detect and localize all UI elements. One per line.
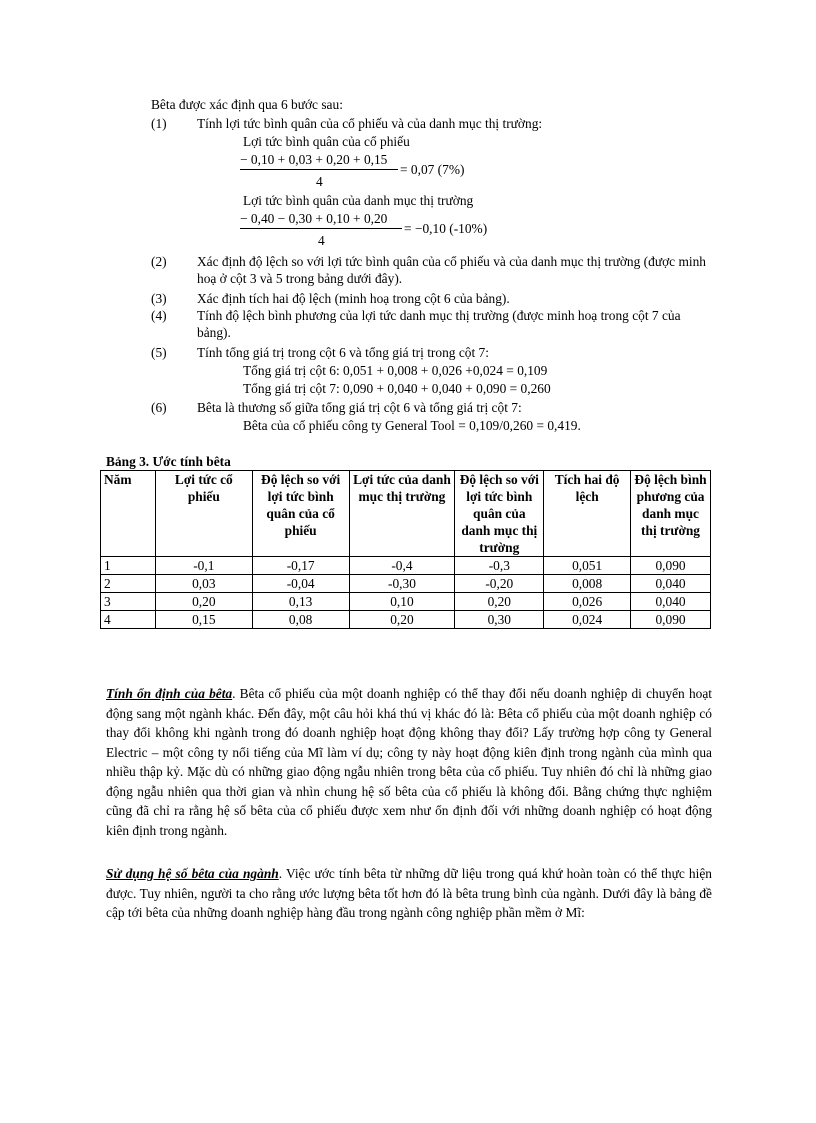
header-year: Năm [101, 471, 156, 557]
table-cell: -0,1 [155, 557, 252, 575]
table-cell: 0,15 [155, 611, 252, 629]
table-cell: 4 [101, 611, 156, 629]
table-cell: -0,3 [455, 557, 544, 575]
table-cell: 1 [101, 557, 156, 575]
table-cell: -0,04 [252, 575, 349, 593]
table-cell: 0,040 [631, 593, 711, 611]
step-number: (1) [151, 116, 167, 131]
formula-denominator: 4 [318, 233, 325, 248]
header-deviation-product: Tích hai độ lệch [544, 471, 631, 557]
beta-result: Bêta của cổ phiếu công ty General Tool = 0,109/0,260 = 0,419. [243, 418, 581, 433]
table-cell: 0,10 [349, 593, 455, 611]
beta-estimation-table [100, 470, 711, 629]
header-market-return: Lợi tức của danh mục thị trường [349, 471, 455, 557]
table-cell: 0,08 [252, 611, 349, 629]
table-cell: 0,090 [631, 611, 711, 629]
table-cell: 0,051 [544, 557, 631, 575]
step-number: (2) [151, 254, 167, 269]
step-text: Tính tổng giá trị trong cột 6 và tổng giá trị trong cột 7: [197, 345, 489, 360]
step-number: (6) [151, 400, 167, 415]
step-text: Bêta là thương số giữa tổng giá trị cột 6 và tổng giá trị cột 7: [197, 400, 522, 415]
header-stock-return: Lợi tức cổ phiếu [155, 471, 252, 557]
step-number: (4) [151, 308, 167, 323]
table-row [101, 557, 711, 575]
table-row [101, 611, 711, 629]
table-row [101, 593, 711, 611]
industry-beta-heading: Sử dụng hệ số bêta của ngành [106, 866, 279, 881]
formula-result: = 0,07 (7%) [400, 162, 465, 177]
table-cell: 2 [101, 575, 156, 593]
formula-numerator: − 0,40 − 0,30 + 0,10 + 0,20 [240, 211, 388, 226]
table-cell: -0,30 [349, 575, 455, 593]
step-text: Tính độ lệch bình phương của lợi tức danh mục thị trường (được minh hoạ trong cột 7 của bảng). [197, 308, 681, 340]
intro-text: Bêta được xác định qua 6 bước sau: [151, 97, 343, 112]
table-cell: 0,090 [631, 557, 711, 575]
table-cell: -0,20 [455, 575, 544, 593]
table-cell: 3 [101, 593, 156, 611]
market-average-label: Lợi tức bình quân của danh mục thị trường [243, 193, 474, 208]
table-cell: -0,17 [252, 557, 349, 575]
stock-average-formula [240, 151, 465, 189]
table-cell: 0,040 [631, 575, 711, 593]
formula-result: = −0,10 (-10%) [404, 221, 488, 236]
table-header-row [101, 471, 711, 557]
sum-column-7: Tổng giá trị cột 7: 0,090 + 0,040 + 0,040 + 0,090 = 0,260 [243, 381, 551, 396]
stability-heading: Tính ổn định của bêta [106, 686, 233, 701]
header-stock-deviation: Độ lệch so với lợi tức bình quân của cổ phiếu [252, 471, 349, 557]
table-cell: 0,30 [455, 611, 544, 629]
table-title: Bảng 3. Ước tính bêta [106, 454, 231, 469]
step-text: Xác định tích hai độ lệch (minh hoạ trong cột 6 của bảng). [197, 291, 510, 306]
table-row [101, 575, 711, 593]
table-cell: 0,008 [544, 575, 631, 593]
step-text: Xác định độ lệch so với lợi tức bình quân của cổ phiếu và của danh mục thị trường (được minh hoạ ở cột 3 và 5 trong bảng dưới đây). [197, 254, 706, 286]
table-cell: 0,03 [155, 575, 252, 593]
table-cell: 0,026 [544, 593, 631, 611]
formula-denominator: 4 [316, 174, 323, 189]
header-market-deviation: Độ lệch so với lợi tức bình quân của danh mục thị trường [455, 471, 544, 557]
header-squared-deviation: Độ lệch bình phương của danh mục thị trường [631, 471, 711, 557]
formula-numerator: − 0,10 + 0,03 + 0,20 + 0,15 [240, 152, 388, 167]
table-cell: 0,024 [544, 611, 631, 629]
step-number: (5) [151, 345, 167, 360]
sum-column-6: Tổng giá trị cột 6: 0,051 + 0,008 + 0,026 +0,024 = 0,109 [243, 363, 548, 378]
step-text: Tính lợi tức bình quân của cổ phiếu và của danh mục thị trường: [197, 116, 543, 131]
table-cell: 0,20 [455, 593, 544, 611]
stability-paragraph [106, 684, 712, 840]
stock-average-label: Lợi tức bình quân của cổ phiếu [243, 134, 410, 149]
industry-beta-paragraph [106, 864, 712, 923]
table-cell: -0,4 [349, 557, 455, 575]
market-average-formula [240, 210, 488, 248]
table-cell: 0,20 [349, 611, 455, 629]
stability-text: . Bêta cổ phiếu của một doanh nghiệp có thể thay đổi nếu doanh nghiệp di chuyển hoạt động sang một ngành khác. Đến đây, một câu hỏi khá thú vị khác đó là: Bêta cổ phiếu của một doanh nghiệp có thay đổi không khi ngành trong đó doanh nghiệp hoạt động không thay đổi? Lấy trường hợp công ty General Electric – một công ty nổi tiếng của Mĩ làm ví dụ; công ty này hoạt động kiên định trong ngành của mình qua nhiều thập kỷ. Mặc dù có những giao động ngẫu nhiên trong bêta của cổ phiếu. Tuy nhiên đó chỉ là những giao động ngẫu nhiên qua thời gian và nhìn chung hệ số bêta của cổ phiếu là không đổi. Bằng chứng thực nghiệm cũng đã chỉ ra rằng hệ số bêta của cổ phiếu được xem như ổn định đối với những doanh nghiệp có hoạt động kiên định trong ngành. [106, 686, 712, 838]
table-cell: 0,20 [155, 593, 252, 611]
fraction-bar [240, 228, 402, 229]
fraction-bar [240, 169, 398, 170]
table-cell: 0,13 [252, 593, 349, 611]
step-number: (3) [151, 291, 167, 306]
industry-beta-text: . Việc ước tính bêta từ những dữ liệu trong quá khứ hoàn toàn có thể thực hiện được. Tuy nhiên, người ta cho rằng ước lượng bêta tốt hơn đó là bêta trung bình của ngành. Dưới đây là bảng đề cập tới bêta của những doanh nghiệp hàng đầu trong ngành công nghiệp phần mềm ở Mĩ: [106, 866, 712, 920]
